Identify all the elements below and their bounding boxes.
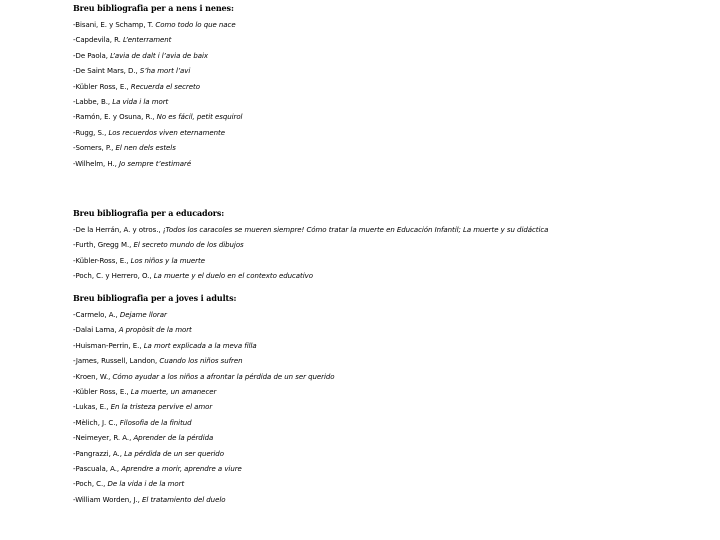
entry-author: -Carmelo, A., xyxy=(73,311,118,319)
section-children xyxy=(73,3,242,174)
bibliography-entry xyxy=(73,464,334,479)
bibliography-entry xyxy=(73,51,242,66)
bibliography-entry xyxy=(73,97,242,112)
bibliography-entry xyxy=(73,449,334,464)
bibliography-entry xyxy=(73,271,548,286)
entry-author: -Huisman-Perrin, E., xyxy=(73,341,142,350)
entry-author: -Rugg, S., xyxy=(73,128,107,137)
bibliography-entry xyxy=(73,240,548,255)
bibliography-entry xyxy=(73,387,334,402)
entry-title: El secreto mundo de los dibujos xyxy=(133,241,244,250)
entry-title: En la tristeza pervive el amor xyxy=(110,403,213,412)
bibliography-entry xyxy=(73,402,334,417)
entry-author: -Somers, P., xyxy=(73,144,114,153)
bibliography-entry xyxy=(73,159,242,174)
entry-title: La vida i la mort xyxy=(112,97,169,106)
entry-title: Los niños y la muerte xyxy=(130,256,205,265)
entry-title: Cómo ayudar a los niños a afrontar la pérdida de un ser querido xyxy=(112,372,335,381)
bibliography-entry xyxy=(73,112,242,127)
entry-title: Cuando los niños sufren xyxy=(159,357,243,366)
entry-author: -De la Herrán, A. y otros., xyxy=(73,226,161,234)
entry-title: El tratamiento del duelo xyxy=(142,495,226,504)
bibliography-entry xyxy=(73,495,334,510)
entry-title: Como todo lo que nace xyxy=(155,21,236,29)
bibliography-list xyxy=(73,20,242,174)
entry-title: Filosofia de la finitud xyxy=(119,418,192,427)
bibliography-entry xyxy=(73,35,242,50)
entry-author: -De Paola, xyxy=(73,51,108,60)
bibliography-entry xyxy=(73,66,242,81)
entry-author: -Mèlich, J. C., xyxy=(73,418,118,427)
entry-title: L’enterrament xyxy=(123,36,172,45)
entry-title: La muerte y el duelo en el contexto educativo xyxy=(153,272,313,281)
entry-author: -De Saint Mars, D., xyxy=(73,67,138,76)
bibliography-entry xyxy=(73,256,548,271)
bibliography-entry xyxy=(73,356,334,371)
bibliography-entry xyxy=(73,479,334,494)
entry-author: -Capdevila, R. xyxy=(73,36,121,45)
entry-author: -Pascuala, A., xyxy=(73,464,120,473)
bibliography-list xyxy=(73,310,334,510)
section-heading: Breu bibliografia per a educadors: xyxy=(73,208,225,218)
bibliography-entry xyxy=(73,418,334,433)
entry-author: -James, Russell, Landon, xyxy=(73,357,158,366)
entry-title: La pérdida de un ser querido xyxy=(124,449,224,458)
entry-title: A propòsit de la mort xyxy=(118,326,192,335)
bibliography-entry xyxy=(73,325,334,340)
entry-title: Aprender de la pérdida xyxy=(133,434,214,443)
entry-author: -Poch, C. y Herrero, O., xyxy=(73,272,152,281)
entry-author: -Wilhelm, H., xyxy=(73,159,117,168)
bibliography-entry xyxy=(73,20,242,35)
entry-author: -Labbe, B., xyxy=(73,97,111,106)
entry-title: La muerte, un amanecer xyxy=(130,387,217,396)
entry-title: El nen dels estels xyxy=(115,144,176,153)
entry-author: -William Worden, J., xyxy=(73,495,140,504)
bibliography-entry xyxy=(73,225,548,240)
bibliography-entry xyxy=(73,128,242,143)
entry-title: Aprendre a morir, aprendre a viure xyxy=(121,464,242,473)
entry-author: -Bisani, E. y Schamp, T. xyxy=(73,21,154,29)
section-heading: Breu bibliografia per a nens i nenes: xyxy=(73,3,234,13)
section-heading: Breu bibliografia per a joves i adults: xyxy=(73,293,237,303)
entry-title: Los recuerdos viven eternamente xyxy=(108,128,225,137)
entry-author: -Kübler-Ross, E., xyxy=(73,256,129,265)
entry-author: -Neimeyer, R. A., xyxy=(73,434,132,443)
bibliography-entry xyxy=(73,82,242,97)
entry-author: -Kübler Ross, E., xyxy=(73,82,129,91)
entry-title: No es fácil, petit esquirol xyxy=(156,113,243,122)
entry-title: Jo sempre t’estimaré xyxy=(119,159,192,168)
section-educators xyxy=(73,208,548,287)
entry-title: S’ha mort l’avi xyxy=(139,67,191,76)
entry-author: -Pangrazzi, A., xyxy=(73,449,122,458)
entry-author: -Kübler Ross, E., xyxy=(73,387,129,396)
entry-title: De la vida i de la mort xyxy=(107,480,185,489)
entry-author: -Kroen, W., xyxy=(73,372,111,381)
bibliography-list xyxy=(73,225,548,287)
bibliography-entry xyxy=(73,143,242,158)
bibliography-entry xyxy=(73,341,334,356)
section-youth-adults xyxy=(73,293,334,510)
entry-title: ¡Todos los caracoles se mueren siempre! Cómo tratar la muerte en Educación Infantil; La muerte y su didáctica xyxy=(162,226,549,234)
bibliography-entry xyxy=(73,310,334,325)
bibliography-entry xyxy=(73,433,334,448)
entry-title: L’avia de dalt i l’avia de baix xyxy=(110,51,208,60)
entry-author: -Dalai Lama, xyxy=(73,326,117,335)
entry-title: La mort explicada a la meva filla xyxy=(143,341,257,350)
entry-author: -Furth, Gregg M., xyxy=(73,241,132,250)
entry-author: -Poch, C., xyxy=(73,480,106,489)
bibliography-entry xyxy=(73,372,334,387)
entry-title: Dejame llorar xyxy=(119,311,167,319)
entry-title: Recuerda el secreto xyxy=(130,82,200,91)
entry-author: -Ramón, E. y Osuna, R., xyxy=(73,113,155,122)
entry-author: -Lukas, E., xyxy=(73,403,109,412)
